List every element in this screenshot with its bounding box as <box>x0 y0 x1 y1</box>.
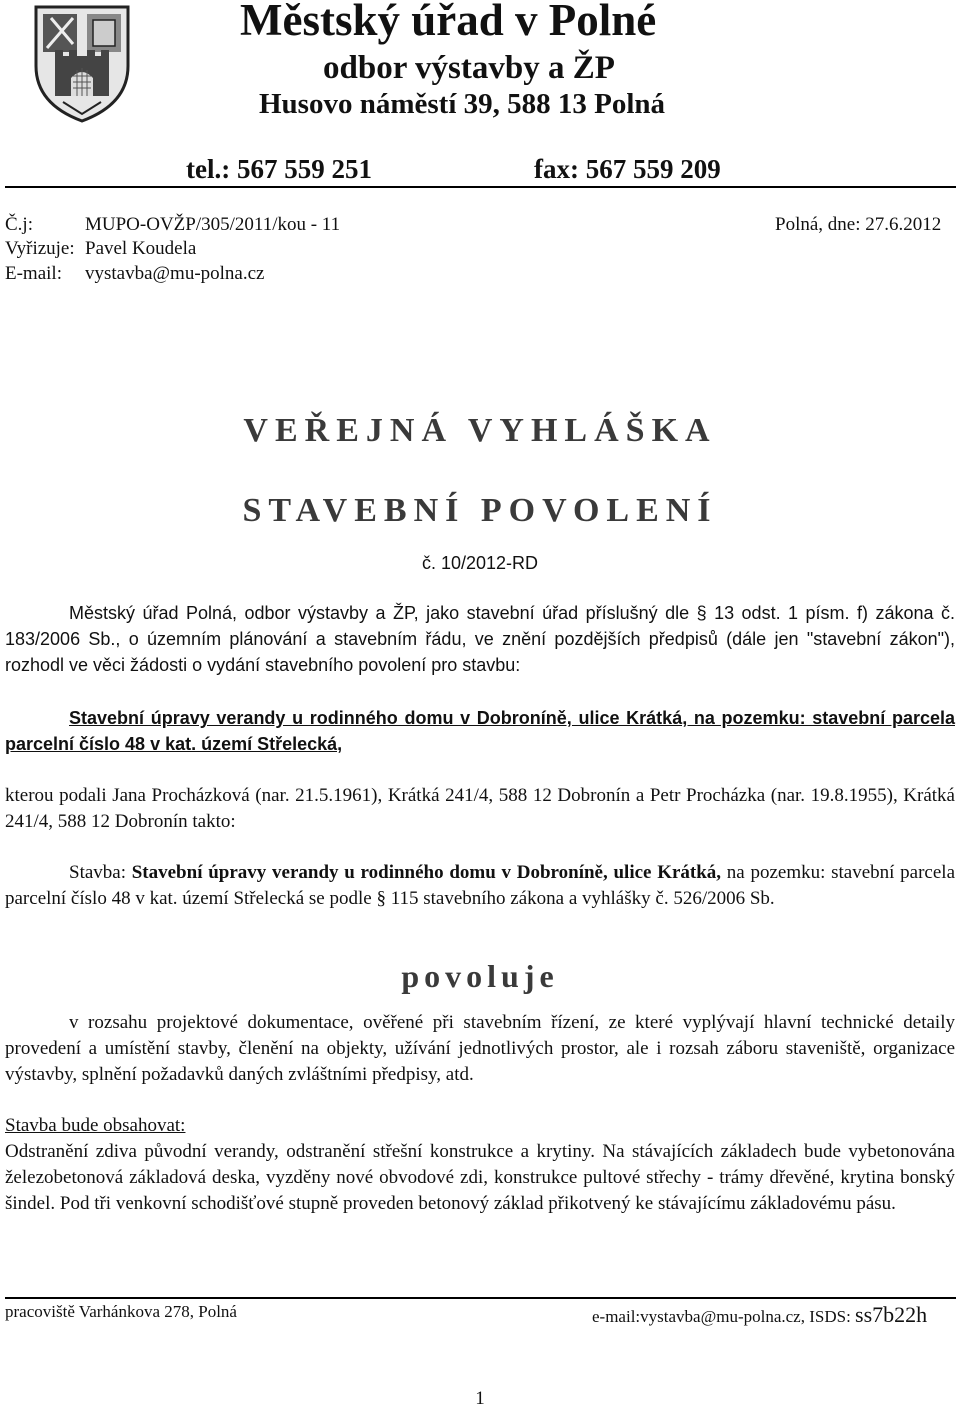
handler-value: Pavel Koudela <box>85 238 197 259</box>
handler-row <box>5 238 196 260</box>
building-paragraph <box>5 860 955 912</box>
fax: fax: 567 559 209 <box>534 154 721 184</box>
reference-label: Č.j: <box>5 214 33 235</box>
handler-label: Vyřizuje: <box>5 238 75 259</box>
building-rest-1: na pozemku: stavební parcela parcelní číslo 48 v kat. území Střelecká se podle <box>5 862 956 909</box>
permit-title: STAVEBNÍ POVOLENÍ <box>242 492 718 529</box>
intro-paragraph <box>5 600 955 678</box>
header-divider <box>5 186 956 188</box>
coat-of-arms-icon <box>33 4 131 124</box>
reference-row <box>5 214 340 236</box>
page-number: 1 <box>475 1388 485 1409</box>
email-value: vystavba@mu-polna.cz <box>85 263 265 284</box>
footer-divider <box>5 1297 956 1299</box>
isds-code: ss7b22h <box>855 1302 928 1327</box>
section-sign-2: § <box>376 888 386 909</box>
reference-value: MUPO-OVŽP/305/2011/kou - 11 <box>85 214 341 235</box>
building-rest-2: 115 stavebního zákona a vyhlášky č. 526/2006 Sb. <box>390 888 775 909</box>
email-label: E-mail: <box>5 263 62 284</box>
decision-word: povoluje <box>401 958 559 994</box>
contents-text: Odstranění zdiva původní verandy, odstranění střešní konstrukce a krytiny. Na stávajících základech bude vybetonována železobetonová základová deska, vyzděny nové obvodové zdi, konstrukce pultové střechy - trámy dřevěné, krytina bonský šindel. Pod tři venkovní schodišťové stupně proveden betonový základ přikotvený ke stávajícímu základovému pásu. <box>5 1141 955 1214</box>
intro-part-2: 13 odst. 1 písm. f) zákona č. 183/2006 Sb. <box>5 603 955 649</box>
footer-workplace: pracoviště Varhánkova 278, Polná <box>5 1302 237 1321</box>
office-address: Husovo náměstí 39, 588 13 Polná <box>259 88 666 120</box>
office-title: Městský úřad v Polné <box>240 0 657 45</box>
notice-title: VEŘEJNÁ VYHLÁŠKA <box>243 412 717 449</box>
section-sign: § <box>696 603 707 623</box>
footer-contact <box>592 1302 927 1328</box>
telephone: tel.: 567 559 251 <box>186 154 372 184</box>
intro-part-3: , o územním plánování a stavebním řádu, ve znění pozdějších předpisů (dále jen "stavební zákon"), rozhodl ve věci žádosti o vydání stavebního povolení pro stavbu: <box>5 629 955 675</box>
decision-scope <box>5 1010 955 1088</box>
decision-scope-text: v rozsahu projektové dokumentace, ověřené při stavebním řízení, ze které vyplývají hlavní technické detaily provedení a umístění stavby, členění na objekty, užívání jednotlivých prostor, ale i rozsah záboru staveniště, organizace výstavby, splnění požadavků daných zvláštními předpisy, atd. <box>5 1012 955 1085</box>
document-number: č. 10/2012-RD <box>421 553 539 573</box>
department-name: odbor výstavby a ŽP <box>323 50 615 86</box>
building-subject-text: Stavební úpravy verandy u rodinného domu v Dobroníně, ulice Krátká, na pozemku: stavební parcela parcelní číslo 48 v kat. území Střelecká, <box>5 708 955 754</box>
applicants-paragraph: kterou podali Jana Procházková (nar. 21.5.1961), Krátká 241/4, 588 12 Dobronín a Petr Procházka (nar. 19.8.1955), Krátká 241/4, 588 12 Dobronín takto: <box>5 785 955 832</box>
email-row <box>5 263 264 285</box>
contents-heading: Stavba bude obsahovat: <box>5 1115 186 1136</box>
building-name: Stavební úpravy verandy u rodinného domu v Dobroníně, ulice Krátká, <box>131 862 722 883</box>
building-label: Stavba: <box>69 862 132 883</box>
footer-contact-text: e-mail:vystavba@mu-polna.cz, ISDS: <box>592 1307 856 1326</box>
place-date: Polná, dne: 27.6.2012 <box>775 214 942 235</box>
building-subject <box>5 705 955 757</box>
intro-part-1: Městský úřad Polná, odbor výstavby a ŽP, jako stavební úřad příslušný dle <box>69 603 690 623</box>
